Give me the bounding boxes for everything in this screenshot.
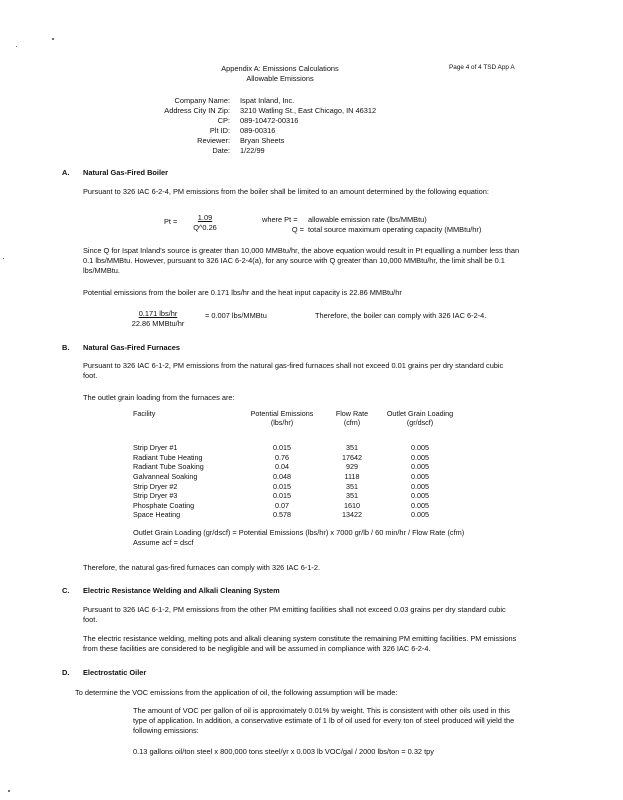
grain-loading-assumption: Assume acf = dscf bbox=[133, 538, 194, 547]
page-reference: Page 4 of 4 TSD App A bbox=[449, 64, 515, 71]
info-value-company: Ispat Inland, Inc. bbox=[240, 96, 295, 105]
potential-emissions-cell: 0.015 bbox=[273, 481, 291, 491]
section-a-paragraph-3: Potential emissions from the boiler are 0.171 lbs/hr and the heat input capacity is 22.86 MMBtu/hr bbox=[83, 288, 402, 297]
facility-cell: Phosphate Coating bbox=[133, 500, 195, 510]
table-row bbox=[133, 510, 463, 520]
equation-q-definition: total source maximum operating capacity (MMBtu/hr) bbox=[308, 225, 482, 234]
grain-loading-cell: 0.005 bbox=[411, 462, 429, 472]
equation-denominator: Q^0.26 bbox=[193, 223, 217, 232]
facility-cell: Space Heating bbox=[133, 510, 181, 520]
section-c-paragraph-1: Pursuant to 326 IAC 6-1-2, PM emissions from the other PM emitting facilities shall not exceed 0.03 grains per dry standard cubic foot. bbox=[83, 605, 506, 624]
section-b-letter: B. bbox=[62, 343, 70, 352]
equation-q-label: Q = bbox=[291, 225, 304, 234]
section-d-assumption: The amount of VOC per gallon of oil is approximately 0.01% by weight. This is consistent with other oils used in this type of application. In addition, a conservative estimate of 1 lb of oil used for every ton of steel produced will yield the following emissions: bbox=[133, 706, 515, 735]
table-row bbox=[133, 481, 463, 491]
section-d-letter: D. bbox=[62, 668, 70, 677]
section-c-letter: C. bbox=[62, 586, 70, 595]
scan-speck bbox=[3, 258, 4, 259]
grain-loading-cell: 0.005 bbox=[411, 481, 429, 491]
flow-rate-cell: 1118 bbox=[344, 472, 360, 482]
facility-cell: Radiant Tube Heating bbox=[133, 452, 203, 462]
calc-result: = 0.007 lbs/MMBtu bbox=[205, 311, 267, 320]
calc-denominator: 22.86 MMBtu/hr bbox=[131, 319, 185, 328]
facility-cell: Strip Dryer #1 bbox=[133, 443, 178, 453]
info-label-reviewer: Reviewer: bbox=[197, 136, 230, 145]
info-label-plant-id: Plt ID: bbox=[209, 126, 230, 135]
facility-cell: Strip Dryer #3 bbox=[133, 491, 178, 501]
section-b-lead: The outlet grain loading from the furnaces are: bbox=[83, 393, 235, 402]
info-value-cp: 089-10472-00316 bbox=[240, 116, 299, 125]
grain-loading-cell: 0.005 bbox=[411, 510, 429, 520]
scan-speck bbox=[16, 46, 17, 47]
equation-lhs: Pt = bbox=[164, 217, 178, 226]
scan-speck bbox=[52, 38, 54, 40]
grain-loading-cell: 0.005 bbox=[411, 472, 429, 482]
flow-rate-cell: 351 bbox=[346, 481, 358, 491]
section-d-calculation: 0.13 gallons oil/ton steel x 800,000 tons steel/yr x 0.003 lb VOC/gal / 2000 lbs/ton = 0.32 tpy bbox=[133, 747, 434, 756]
info-label-company: Company Name: bbox=[174, 96, 230, 105]
table-row bbox=[133, 462, 463, 472]
potential-emissions-cell: 0.07 bbox=[275, 500, 289, 510]
equation-numerator: 1.09 bbox=[197, 213, 213, 222]
table-row bbox=[133, 443, 463, 453]
info-label-cp: CP: bbox=[217, 116, 230, 125]
column-header-flow-rate: Flow Rate (cfm) bbox=[335, 409, 369, 427]
table-row bbox=[133, 472, 463, 482]
section-b-heading: Natural Gas-Fired Furnaces bbox=[83, 343, 180, 352]
info-value-plant-id: 089-00316 bbox=[240, 126, 276, 135]
info-value-date: 1/22/99 bbox=[240, 146, 265, 155]
grain-loading-formula: Outlet Grain Loading (gr/dscf) = Potential Emissions (lbs/hr) x 7000 gr/lb / 60 min/hr / Flow Rate (cfm) bbox=[133, 528, 465, 537]
column-header-potential-emissions: Potential Emissions (lbs/hr) bbox=[250, 409, 314, 427]
info-value-reviewer: Bryan Sheets bbox=[240, 136, 285, 145]
potential-emissions-cell: 0.048 bbox=[273, 472, 291, 482]
potential-emissions-cell: 0.578 bbox=[273, 510, 291, 520]
section-a-letter: A. bbox=[62, 168, 70, 177]
grain-loading-cell: 0.005 bbox=[411, 443, 429, 453]
scan-speck bbox=[8, 790, 10, 792]
column-header-facility: Facility bbox=[133, 409, 156, 418]
section-d-heading: Electrostatic Oiler bbox=[83, 668, 147, 677]
potential-emissions-cell: 0.015 bbox=[273, 491, 291, 501]
potential-emissions-cell: 0.76 bbox=[275, 452, 289, 462]
potential-emissions-cell: 0.04 bbox=[275, 462, 289, 472]
flow-rate-cell: 929 bbox=[346, 462, 358, 472]
section-a-intro: Pursuant to 326 IAC 6-2-4, PM emissions from the boiler shall be limited to an amount determined by the following equation: bbox=[83, 187, 489, 196]
equation-where-label: where Pt = bbox=[262, 215, 298, 224]
flow-rate-cell: 13422 bbox=[342, 510, 362, 520]
section-a-paragraph-2: Since Q for Ispat Inland's source is greater than 10,000 MMBtu/hr, the above equation would result in Pt equalling a number less than 0.1 lbs/MMBtu. However, pursuant to 326 IAC 6-2-4(a), for any source with Q greater than 10,000 MMBtu/hr, the limit shall be 0.1 lbs/MMBtu. bbox=[83, 246, 520, 275]
info-label-date: Date: bbox=[212, 146, 230, 155]
flow-rate-cell: 351 bbox=[346, 491, 358, 501]
info-value-address: 3210 Watling St., East Chicago, IN 46312 bbox=[240, 106, 377, 115]
table-row bbox=[133, 501, 463, 511]
table-row bbox=[133, 453, 463, 463]
facility-cell: Galvanneal Soaking bbox=[133, 472, 198, 482]
calc-conclusion: Therefore, the boiler can comply with 326 IAC 6-2-4. bbox=[315, 311, 487, 320]
table-row bbox=[133, 491, 463, 501]
facility-cell: Radiant Tube Soaking bbox=[133, 462, 204, 472]
facility-cell: Strip Dryer #2 bbox=[133, 481, 178, 491]
page-title: Appendix A: Emissions Calculations bbox=[221, 64, 339, 73]
calc-numerator: 0.171 lbs/hr bbox=[138, 309, 178, 318]
section-c-paragraph-2: The electric resistance welding, melting pots and alkali cleaning system constitute the remaining PM emitting facilities. PM emissions from these facilities are considered to be negligible and will be assumed in compliance with 326 IAC 6-2-4. bbox=[83, 634, 517, 653]
flow-rate-cell: 1610 bbox=[344, 500, 360, 510]
flow-rate-cell: 351 bbox=[346, 443, 358, 453]
column-header-grain-loading: Outlet Grain Loading (gr/dscf) bbox=[386, 409, 454, 427]
section-c-heading: Electric Resistance Welding and Alkali Cleaning System bbox=[83, 586, 280, 595]
section-d-intro: To determine the VOC emissions from the application of oil, the following assumption will be made: bbox=[75, 688, 398, 697]
page-subtitle: Allowable Emissions bbox=[246, 74, 314, 83]
furnace-table bbox=[133, 409, 463, 520]
equation-pt-definition: allowable emission rate (lbs/MMBtu) bbox=[308, 215, 427, 224]
grain-loading-cell: 0.005 bbox=[411, 500, 429, 510]
section-b-intro: Pursuant to 326 IAC 6-1-2, PM emissions from the natural gas-fired furnaces shall not exceed 0.01 grains per dry standard cubic foot. bbox=[83, 361, 504, 380]
flow-rate-cell: 17642 bbox=[342, 452, 362, 462]
section-a-heading: Natural Gas-Fired Boiler bbox=[83, 168, 169, 177]
potential-emissions-cell: 0.015 bbox=[273, 443, 291, 453]
info-label-address: Address City IN Zip: bbox=[164, 106, 230, 115]
section-b-conclusion: Therefore, the natural gas-fired furnaces can comply with 326 IAC 6-1-2. bbox=[83, 563, 321, 572]
grain-loading-cell: 0.005 bbox=[411, 491, 429, 501]
grain-loading-cell: 0.005 bbox=[411, 452, 429, 462]
